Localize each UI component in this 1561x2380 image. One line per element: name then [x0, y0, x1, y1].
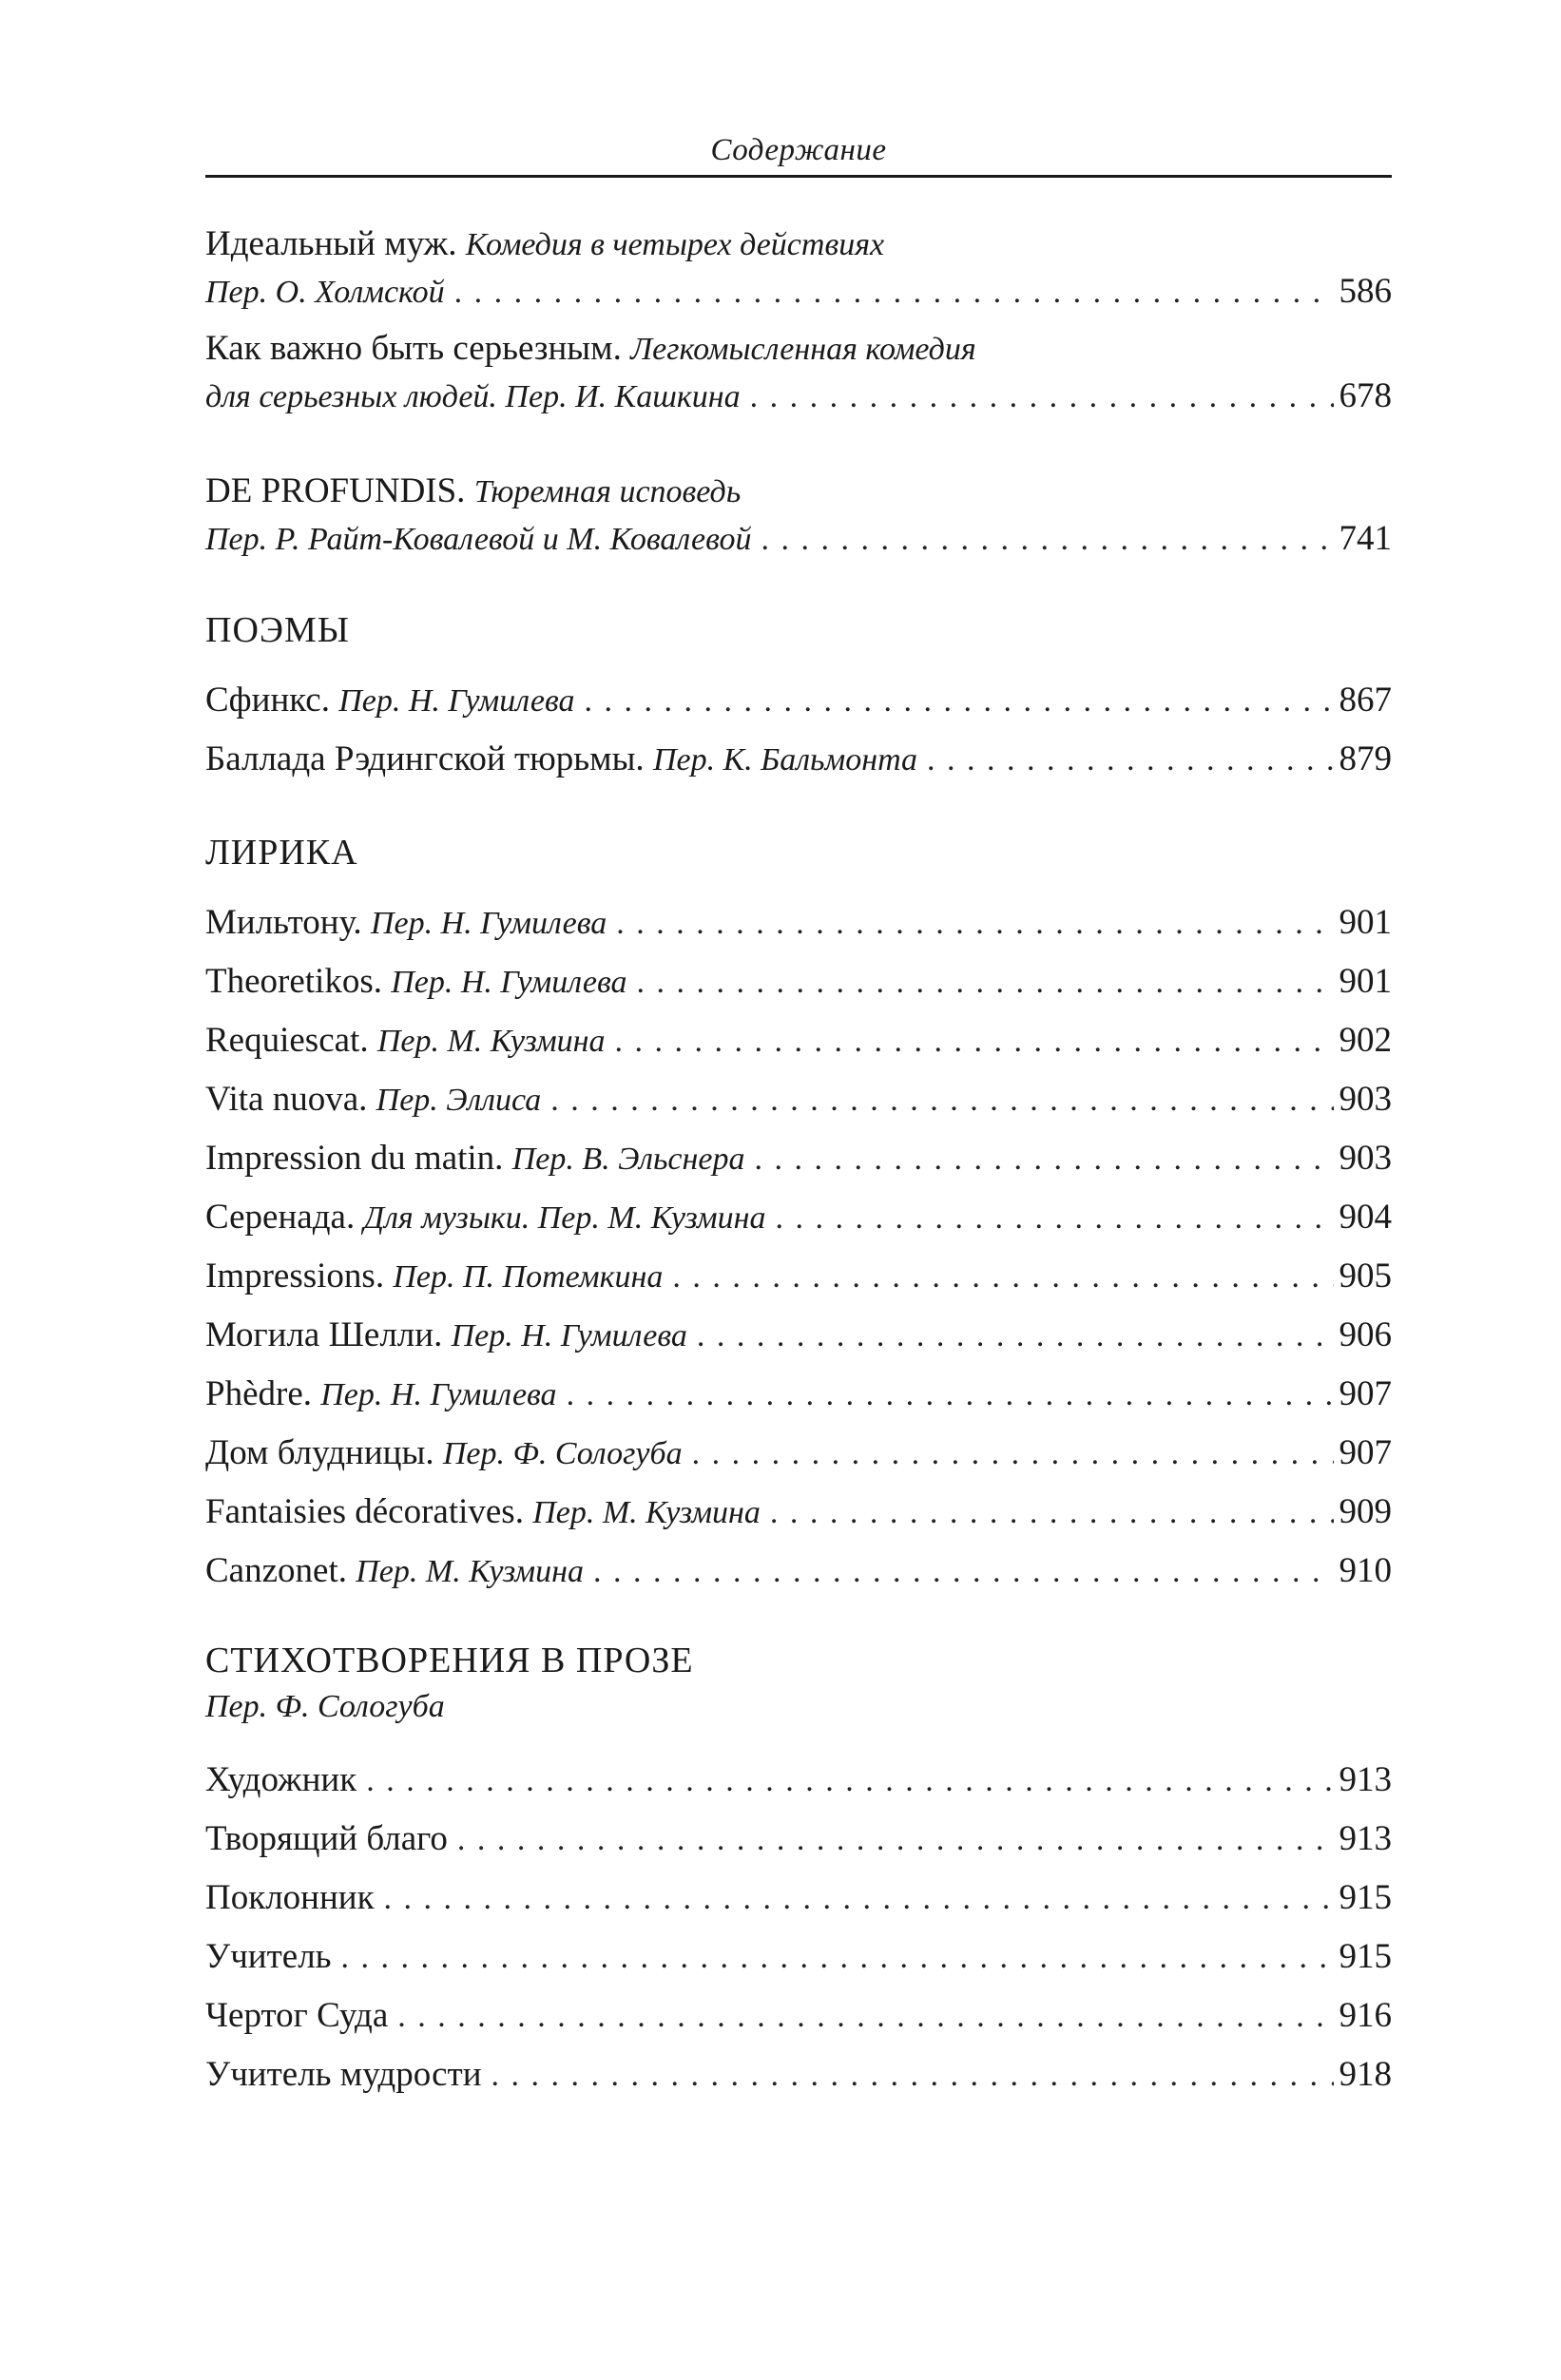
page-number: 903	[1339, 1080, 1392, 1119]
toc-entry	[205, 2051, 1392, 2110]
entry-line	[205, 1194, 1392, 1253]
toc-entry	[205, 1547, 1392, 1606]
entry-title: Дом блудницы.	[205, 1433, 434, 1472]
page-number: 879	[1339, 739, 1392, 778]
toc-entry	[205, 958, 1392, 1017]
entry-title: Баллада Рэдингской тюрьмы.	[205, 739, 645, 778]
entry-subtitle: Легкомысленная комедия	[630, 332, 976, 367]
page-number: 913	[1339, 1819, 1392, 1858]
toc-entry	[205, 468, 1392, 563]
entry-line	[205, 1017, 1392, 1076]
section-heading-lyrics: ЛИРИКА	[205, 833, 358, 873]
entry-translator: Пер. Эллиса	[376, 1083, 542, 1118]
page-number: 907	[1339, 1374, 1392, 1413]
dot-leader	[454, 269, 1334, 317]
page-number: 867	[1339, 681, 1392, 720]
entry-title: Творящий благо	[205, 1819, 448, 1858]
toc-entry	[205, 221, 1392, 316]
page-number: 902	[1339, 1021, 1392, 1060]
entry-line	[205, 1371, 1392, 1430]
entry-title: Fantaisies décoratives.	[205, 1492, 524, 1531]
dot-leader	[491, 2052, 1334, 2100]
page-number: 909	[1339, 1492, 1392, 1531]
entry-line-1	[205, 221, 1392, 268]
section-subheading: Пер. Ф. Сологуба	[205, 1689, 445, 1724]
entry-line-2	[205, 268, 1392, 316]
prose-poems-list	[205, 1756, 1392, 2110]
toc-entry	[205, 325, 1392, 420]
entry-line	[205, 1874, 1392, 1933]
toc-entry	[205, 1076, 1392, 1135]
dot-leader	[672, 1254, 1333, 1301]
dot-leader	[615, 1018, 1334, 1065]
page-number: 918	[1339, 2055, 1392, 2094]
poems-list	[205, 677, 1392, 795]
entry-line	[205, 1547, 1392, 1606]
entry-line	[205, 677, 1392, 736]
entry-title: Vita nuova.	[205, 1080, 368, 1119]
entry-line	[205, 958, 1392, 1017]
entry-translator: Пер. О. Холмской	[205, 275, 445, 310]
page-number: 741	[1339, 519, 1392, 558]
entry-title: Мильтону.	[205, 903, 362, 942]
entry-line-2	[205, 373, 1392, 420]
toc-entry	[205, 899, 1392, 958]
toc-entry	[205, 1815, 1392, 1874]
toc-entry	[205, 1430, 1392, 1488]
toc-entry	[205, 1253, 1392, 1312]
entry-title: Requiescat.	[205, 1021, 369, 1060]
page-number: 907	[1339, 1433, 1392, 1472]
entry-title: Как важно быть серьезным.	[205, 329, 622, 368]
toc-entry	[205, 1756, 1392, 1815]
page-number: 915	[1339, 1878, 1392, 1917]
entry-title: Чертог Суда	[205, 1996, 389, 2035]
entry-translator: Пер. М. Кузмина	[356, 1554, 584, 1589]
entry-translator: Пер. В. Эльснера	[511, 1142, 745, 1177]
entry-translator: Для музыки. Пер. М. Кузмина	[363, 1200, 766, 1236]
page-number: 678	[1339, 376, 1392, 415]
dot-leader	[550, 1077, 1333, 1124]
toc-entry	[205, 1992, 1392, 2051]
toc-entry	[205, 1874, 1392, 1933]
entry-line	[205, 1992, 1392, 2051]
dot-leader	[397, 1993, 1333, 2041]
entry-title: Могила Шелли.	[205, 1315, 443, 1354]
entry-line	[205, 1135, 1392, 1194]
entry-line	[205, 1312, 1392, 1371]
entry-title: DE PROFUNDIS.	[205, 471, 466, 510]
entry-translator: Пер. К. Бальмонта	[652, 742, 918, 777]
dot-leader	[366, 1757, 1333, 1805]
table-of-contents	[205, 221, 1392, 2110]
entry-translator: Пер. М. Кузмина	[532, 1495, 761, 1530]
dot-leader	[457, 1816, 1334, 1864]
entry-line	[205, 1815, 1392, 1874]
entry-title: Учитель	[205, 1937, 332, 1976]
dot-leader	[750, 374, 1334, 421]
entry-title: Серенада.	[205, 1198, 356, 1237]
toc-entry	[205, 1017, 1392, 1076]
page-number: 905	[1339, 1257, 1392, 1296]
dot-leader	[754, 1136, 1333, 1183]
entry-title: Учитель мудрости	[205, 2055, 482, 2094]
page-number: 915	[1339, 1937, 1392, 1976]
entry-title: Impression du matin.	[205, 1139, 504, 1178]
entry-line	[205, 1756, 1392, 1815]
entry-translator: для серьезных людей. Пер. И. Кашкина	[205, 379, 741, 414]
dot-leader	[692, 1430, 1334, 1478]
dot-leader	[770, 1489, 1334, 1537]
page-number: 913	[1339, 1760, 1392, 1799]
entry-subtitle: Комедия в четырех действиях	[465, 227, 885, 262]
entry-translator: Пер. Н. Гумилева	[451, 1318, 687, 1353]
lyrics-list	[205, 899, 1392, 1606]
page-number: 901	[1339, 962, 1392, 1001]
entry-subtitle: Тюремная исповедь	[473, 474, 742, 509]
dot-leader	[697, 1313, 1334, 1360]
page-number: 904	[1339, 1198, 1392, 1237]
entry-title: Canzonet.	[205, 1551, 347, 1590]
dot-leader	[775, 1195, 1333, 1242]
dot-leader	[927, 737, 1333, 784]
toc-entry	[205, 1135, 1392, 1194]
entry-line	[205, 1933, 1392, 1992]
page-number: 586	[1339, 272, 1392, 311]
toc-entry	[205, 736, 1392, 795]
entry-translator: Пер. Р. Райт-Ковалевой и М. Ковалевой	[205, 522, 752, 557]
dot-leader	[637, 959, 1334, 1007]
entry-title: Phèdre.	[205, 1374, 312, 1413]
page-number: 910	[1339, 1551, 1392, 1590]
entry-line	[205, 2051, 1392, 2110]
toc-entry	[205, 1488, 1392, 1547]
section-heading-poems: ПОЭМЫ	[205, 610, 350, 650]
entry-title: Impressions.	[205, 1257, 385, 1296]
page-number: 906	[1339, 1315, 1392, 1354]
dot-leader	[593, 1548, 1334, 1596]
toc-entry	[205, 1371, 1392, 1430]
dot-leader	[616, 900, 1333, 948]
entry-translator: Пер. Н. Гумилева	[370, 906, 607, 941]
page-number: 901	[1339, 903, 1392, 942]
entry-translator: Пер. Н. Гумилева	[320, 1377, 557, 1412]
dot-leader	[585, 678, 1334, 725]
entry-translator: Пер. М. Кузмина	[376, 1024, 606, 1059]
entry-translator: Пер. Ф. Сологуба	[442, 1436, 683, 1471]
entry-line-2	[205, 515, 1392, 563]
entry-translator: Пер. Н. Гумилева	[338, 683, 575, 719]
entry-line	[205, 1430, 1392, 1488]
toc-entry	[205, 1194, 1392, 1253]
dot-leader	[761, 516, 1333, 564]
header-rule	[205, 175, 1392, 178]
entry-title: Сфинкс.	[205, 681, 330, 720]
entry-line-1	[205, 325, 1392, 373]
section-heading-prose-poems: СТИХОТВОРЕНИЯ В ПРОЗЕ	[205, 1641, 694, 1680]
dot-leader	[567, 1372, 1334, 1419]
page-number: 916	[1339, 1996, 1392, 2035]
entry-line	[205, 736, 1392, 795]
entry-line	[205, 1076, 1392, 1135]
entry-title: Идеальный муж.	[205, 224, 457, 263]
entry-line-1	[205, 468, 1392, 515]
entry-title: Theoretikos.	[205, 962, 382, 1001]
toc-entry	[205, 677, 1392, 736]
entry-translator: Пер. Н. Гумилева	[391, 965, 627, 1000]
entry-line	[205, 1488, 1392, 1547]
entry-line	[205, 1253, 1392, 1312]
entry-line	[205, 899, 1392, 958]
page-number: 903	[1339, 1139, 1392, 1178]
dot-leader	[341, 1934, 1334, 1982]
entry-translator: Пер. П. Потемкина	[393, 1259, 664, 1295]
dot-leader	[384, 1875, 1334, 1923]
toc-entry	[205, 1933, 1392, 1992]
toc-entry	[205, 1312, 1392, 1371]
entry-title: Поклонник	[205, 1878, 375, 1917]
running-head: Содержание	[710, 133, 887, 167]
entry-title: Художник	[205, 1760, 357, 1799]
